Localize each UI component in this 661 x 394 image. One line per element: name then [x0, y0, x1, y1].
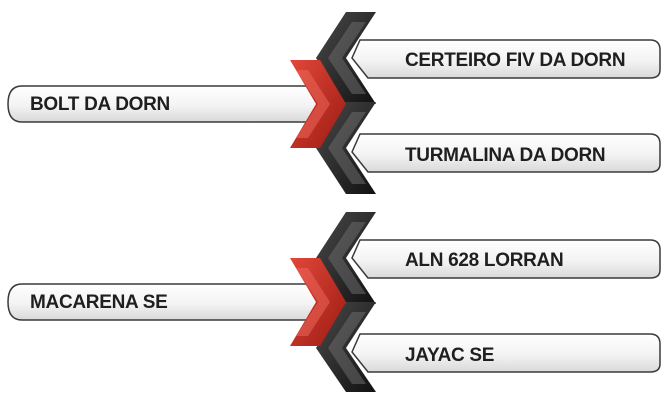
parent-label: MACARENA SE [30, 292, 168, 313]
group-1 [8, 12, 660, 194]
child-banner-2 [352, 134, 660, 172]
child-banner-1 [352, 240, 660, 278]
group-2 [8, 212, 660, 392]
child-label: ALN 628 LORRAN [405, 250, 564, 271]
child-label: JAYAC SE [405, 345, 495, 366]
parent-banner [8, 284, 330, 320]
parent-banner [8, 86, 330, 122]
parent-label: BOLT DA DORN [30, 94, 170, 115]
child-banner-1 [352, 40, 660, 78]
child-banner-2 [352, 334, 660, 372]
child-label: CERTEIRO FIV DA DORN [405, 50, 626, 71]
child-label: TURMALINA DA DORN [405, 145, 606, 166]
